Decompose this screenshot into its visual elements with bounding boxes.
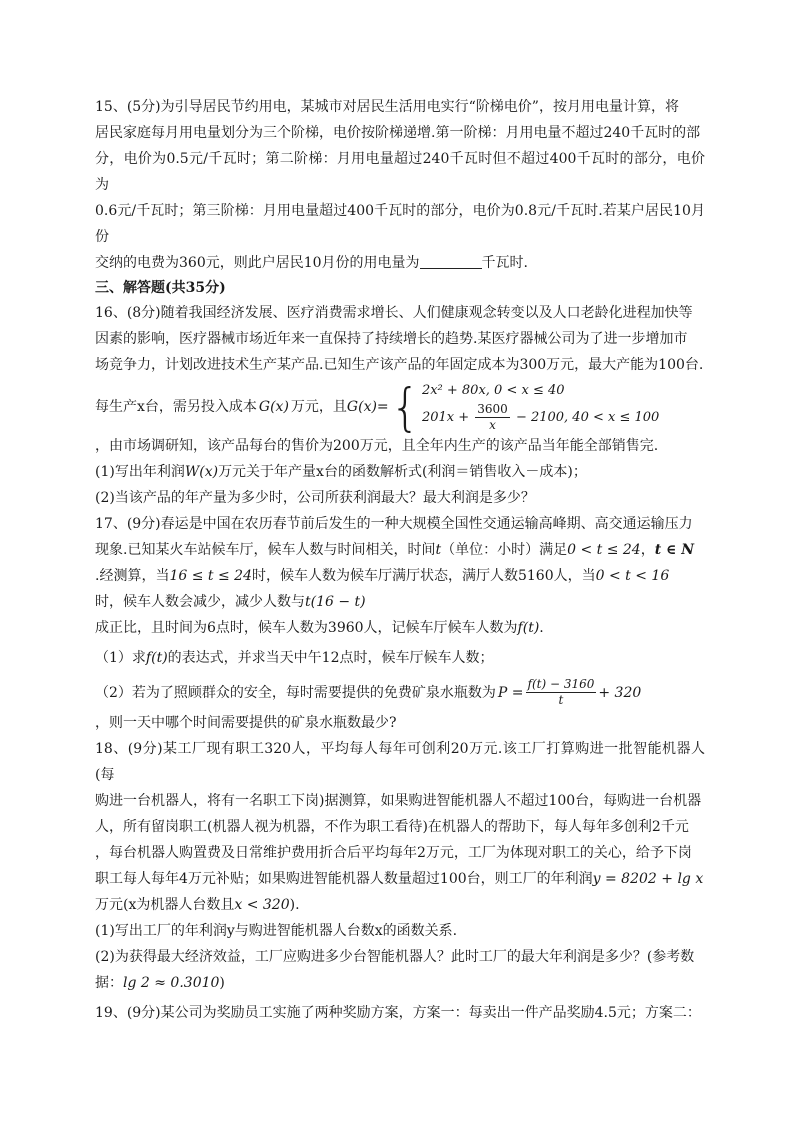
q18-line1: 18、(9分)某工厂现有职工320人，平均每人每年可创利20万元.该工厂打算购进一批智能机器人(每: [95, 741, 705, 783]
q18-ref-a: 据：: [95, 975, 123, 991]
q18-x-range: x < 320: [234, 897, 290, 913]
q18-profit-formula: y = 8202 + lg x: [592, 871, 704, 887]
q15-line1: 15、(5分)为引导居民节约用电，某城市对居民生活用电实行“阶梯电价”，按月用电量计算，将: [95, 99, 679, 115]
q17-range: 0 < t ≤ 24: [567, 542, 641, 558]
document-page: [95, 94, 705, 1026]
q17-line2-b: （单位：小时）满足: [441, 542, 568, 558]
question-17: [95, 511, 705, 736]
q17-range-2: 16 ≤ t ≤ 24: [169, 568, 252, 584]
q16-G: G(x): [258, 398, 289, 415]
q18-line6: [95, 892, 705, 918]
q17-fraction: [526, 677, 597, 708]
q18-line3: 人，所有留岗职工(机器人视为机器，不作为职工看待)在机器人的帮助下，每人每年多创利2千元: [95, 819, 689, 835]
q16-mid-formula: 万元，且: [290, 398, 347, 415]
q18-part2-ref: [95, 970, 705, 996]
q17-line4: [95, 589, 705, 615]
q17-line2-a: 现象.已知某火车站候车厅，候车人数与时间相关，时间: [95, 542, 436, 558]
q17-part2-tail: ，则一天中哪个时间需要提供的矿泉水瓶数最少?: [95, 715, 397, 731]
q18-line6-c: ).: [289, 897, 300, 913]
q16-part1: [95, 459, 705, 485]
q17-comma: ，: [640, 542, 655, 558]
q19-line1: 19、(9分)某公司为奖励员工实施了两种奖励方案，方案一：每卖出一件产品奖励4.5元；方案二：: [95, 1005, 701, 1021]
q17-plus-320: + 320: [598, 684, 642, 701]
q17-part2: [95, 677, 705, 708]
q17-line5: [95, 615, 705, 641]
q16-line5: ，由市场调研知，该产品每台的售价为200万元，且全年内生产的该产品当年能全部销售完.: [95, 438, 659, 454]
q16-line3: 场竞争力，计划改进技术生产某产品.已知生产该产品的年固定成本为300万元，最大产能为100台.: [95, 357, 704, 373]
cases: [422, 380, 659, 433]
q17-part1: [95, 645, 705, 671]
q17-period: .: [539, 620, 544, 636]
q17-t-in-N: t ∈ N: [654, 542, 695, 558]
fraction-denominator: x: [489, 418, 496, 432]
q16-line1: 16、(8分)随着我国经济发展、医疗消费需求增长、人们健康观念转变以及人口老龄化进程加快等: [95, 305, 693, 321]
question-19: [95, 1000, 705, 1026]
q17-line3: [95, 563, 705, 589]
case-2: [422, 402, 659, 433]
q18-line6-a: 万元(x为机器人台数且: [95, 897, 235, 913]
q17-expr: t(16 − t): [305, 594, 366, 610]
q16-formula-line: [95, 376, 705, 437]
case-2-a: 201x +: [421, 410, 470, 425]
q17-ft: f(t): [517, 620, 540, 636]
piecewise-function: [346, 376, 660, 437]
q15-line5-text: 交纳的电费为360元，则此户居民10月份的用电量为: [95, 255, 420, 271]
q17-line3-c: 时，候车人数为候车厅满厅状态，满厅人数5160人，当: [251, 568, 596, 584]
q18-part2: (2)为获得最大经济效益，工厂应购进多少台智能机器人？此时工厂的最大年利润是多少？(参考数: [95, 949, 695, 965]
q16-pre-formula: 每生产x台，需另投入成本: [95, 398, 257, 415]
question-16: [95, 300, 705, 511]
q16-W: W(x): [184, 464, 219, 480]
q17-part1-c: 的表达式，并求当天中午12点时，候车厅候车人数；: [167, 650, 494, 666]
question-15: [95, 94, 705, 276]
q17-line4-a: 时，候车人数会减少，减少人数与: [95, 594, 305, 610]
q16-part1-b: 万元关于年产量x台的函数解析式(利润＝销售收入－成本)；: [218, 464, 587, 480]
q17-P-eq: P =: [497, 684, 524, 701]
q17-range-3: 0 < t < 16: [595, 568, 670, 584]
q15-line5: [95, 250, 705, 276]
fraction: [475, 402, 510, 433]
case-2-b: − 2100, 40 < x ≤ 100: [515, 410, 660, 425]
q15-line2: 居民家庭每月用电量划分为三个阶梯，电价按阶梯递增.第一阶梯：月用电量不超过240千瓦时的部: [95, 125, 701, 141]
q18-line5: [95, 866, 705, 892]
q18-ref-c: ): [219, 975, 225, 991]
q17-part1-ft: f(t): [145, 650, 168, 666]
section-heading: 三、解答题(共35分): [95, 280, 226, 296]
q15-line5-unit: 千瓦时.: [481, 255, 528, 271]
brace-symbol: {: [390, 376, 420, 437]
q16-line2: 因素的影响，医疗器械市场近年来一直保持了持续增长的趋势.某医疗器械公司为了进一步增加市: [95, 331, 688, 347]
case-1: 2x² + 80x, 0 < x ≤ 40: [421, 383, 565, 398]
q17-fraction-denominator: t: [558, 693, 564, 707]
q17-line2: [95, 537, 705, 563]
q18-part1: (1)写出工厂的年利润y与购进智能机器人台数x的函数关系.: [95, 923, 458, 939]
q16-G-eq: G(x)=: [346, 398, 389, 415]
q18-line5-a: 职工每人每年4万元补贴；如果购进智能机器人数量超过100台，则工厂的年利润: [95, 871, 593, 887]
fraction-numerator: 3600: [477, 402, 508, 416]
q17-t: t: [435, 542, 442, 558]
q18-line4: ，每台机器人购置费及日常维护费用折合后平均每年2万元，工厂为体现对职工的关心，给予下岗: [95, 845, 692, 861]
q17-line1: 17、(9分)春运是中国在农历春节前后发生的一种大规模全国性交通运输高峰期、高交通运输压力: [95, 516, 693, 532]
q16-part2: (2)当该产品的年产量为多少时，公司所获利润最大？最大利润是多少？: [95, 490, 535, 506]
q17-fraction-numerator: f(t) − 3160: [527, 677, 595, 691]
q17-line3-a: .经测算，当: [95, 568, 170, 584]
q17-part2-a: （2）若为了照顾群众的安全，每时需要提供的免费矿泉水瓶数为: [95, 684, 496, 701]
q15-line4: 0.6元/千瓦时；第三阶梯：月用电量超过400千瓦时的部分，电价为0.8元/千瓦时.若某户居民10月份: [95, 203, 705, 245]
q18-lg2: lg 2 ≈ 0.3010: [123, 975, 220, 991]
q16-part1-a: (1)写出年利润: [95, 464, 185, 480]
answer-blank: [420, 254, 482, 269]
q17-part1-a: （1）求: [95, 650, 146, 666]
question-18: [95, 736, 705, 996]
q17-line5-a: 成正比，且时间为6点时，候车人数为3960人，记候车厅候车人数为: [95, 620, 518, 636]
q18-line2: 购进一台机器人，将有一名职工下岗)据测算，如果购进智能机器人不超过100台，每购进一台机器: [95, 793, 702, 809]
q15-line3: 分，电价为0.5元/千瓦时；第二阶梯：月用电量超过240千瓦时但不超过400千瓦时的部分，电价为: [95, 151, 705, 193]
